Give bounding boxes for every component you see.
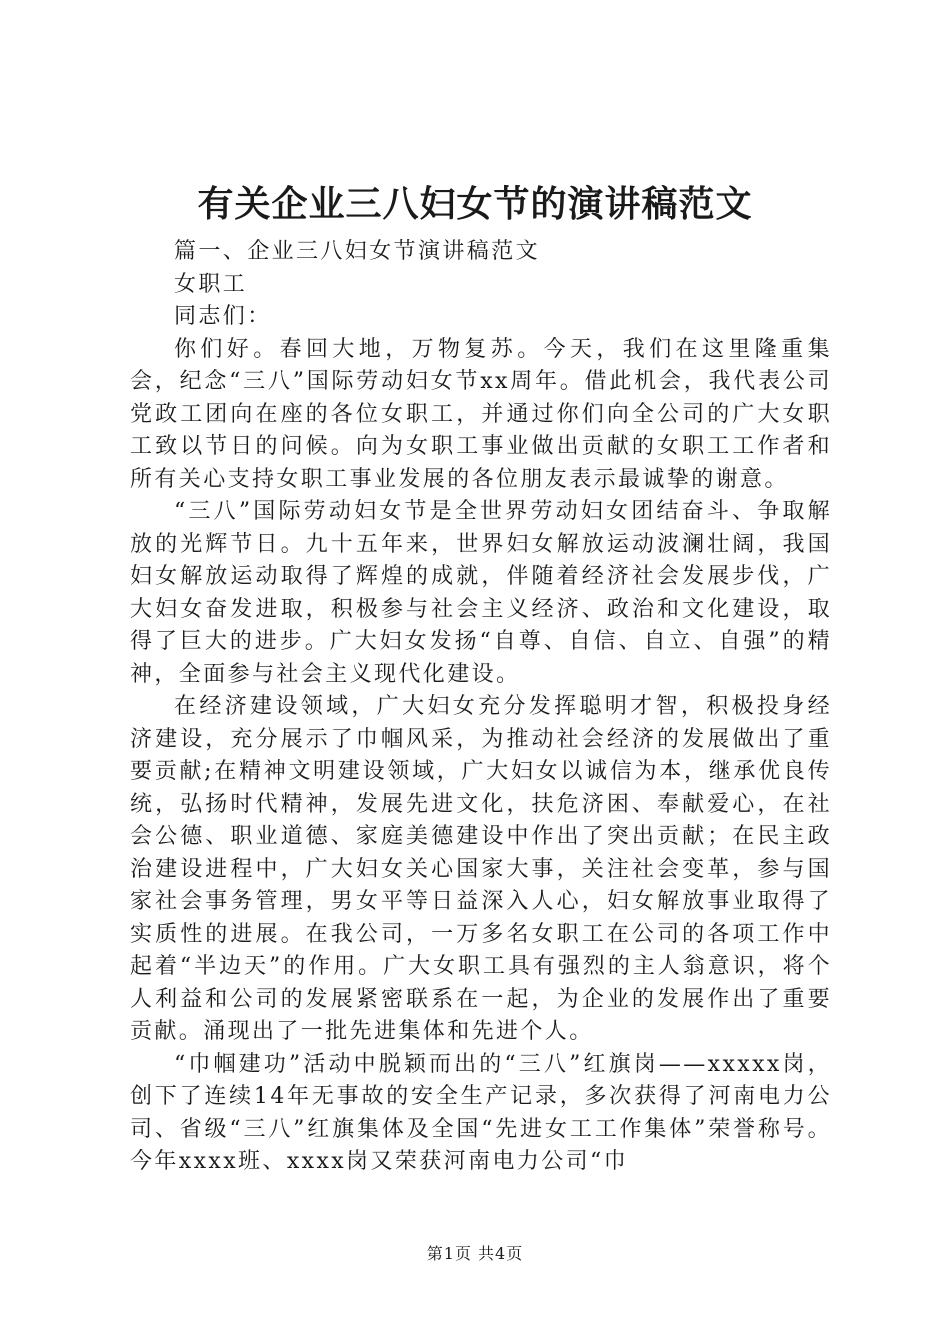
paragraph-womens-day-history: “三八”国际劳动妇女节是全世界劳动妇女团结奋斗、争取解放的光辉节日。九十五年来，世界妇女解放运动波澜壮阔，我国妇女解放运动取得了辉煌的成就，伴随着经济社会发展步伐，广大妇女奋发进取，积极参与社会主义经济、政治和文化建设，取得了巨大的进步。广大妇女发扬“自尊、自信、自立、自强”的精神，全面参与社会主义现代化建设。 [130, 499, 832, 687]
paragraph-achievements: “巾帼建功”活动中脱颖而出的“三八”红旗岗——xxxxx岗，创下了连续14年无事故的安全生产记录，多次获得了河南电力公司、省级“三八”红旗集体及全国“先进女工工作集体”荣誉称号。今年xxxx班、xxxx岗又荣获河南电力公司“巾 [130, 1051, 832, 1174]
document-body [130, 236, 832, 1179]
page-number-footer: 第1页 共4页 [426, 1244, 524, 1263]
paragraph-greeting: 你们好。春回大地，万物复苏。今天，我们在这里隆重集会，纪念“三八”国际劳动妇女节xx周年。借此机会，我代表公司党政工团向在座的各位女职工，并通过你们向全公司的广大女职工致以节日的问候。向为女职工事业做出贡献的女职工工作者和所有关心支持女职工事业发展的各位朋友表示最诚挚的谢意。 [130, 336, 832, 492]
paragraph-contributions: 在经济建设领域，广大妇女充分发挥聪明才智，积极投身经济建设，充分展示了巾帼风采，为推动社会经济的发展做出了重要贡献;在精神文明建设领域，广大妇女以诚信为本，继承优良传统，弘扬时代精神，发展先进文化，扶危济困、奉献爱心，在社会公德、职业道德、家庭美德建设中作出了突出贡献；在民主政治建设进程中，广大妇女关心国家大事，关注社会变革，参与国家社会事务管理，男女平等日益深入人心，妇女解放事业取得了实质性的进展。在我公司，一万多名女职工在公司的各项工作中起着“半边天”的作用。广大女职工具有强烈的主人翁意识，将个人利益和公司的发展紧密联系在一起，为企业的发展作出了重要贡献。涌现出了一批先进集体和先进个人。 [130, 694, 832, 1044]
paragraph-audience: 女职工 [174, 271, 248, 297]
paragraph-salutation: 同志们： [174, 304, 272, 329]
document-title: 有关企业三八妇女节的演讲稿范文 [197, 184, 753, 225]
paragraph-section-heading: 篇一、企业三八妇女节演讲稿范文 [174, 239, 541, 264]
